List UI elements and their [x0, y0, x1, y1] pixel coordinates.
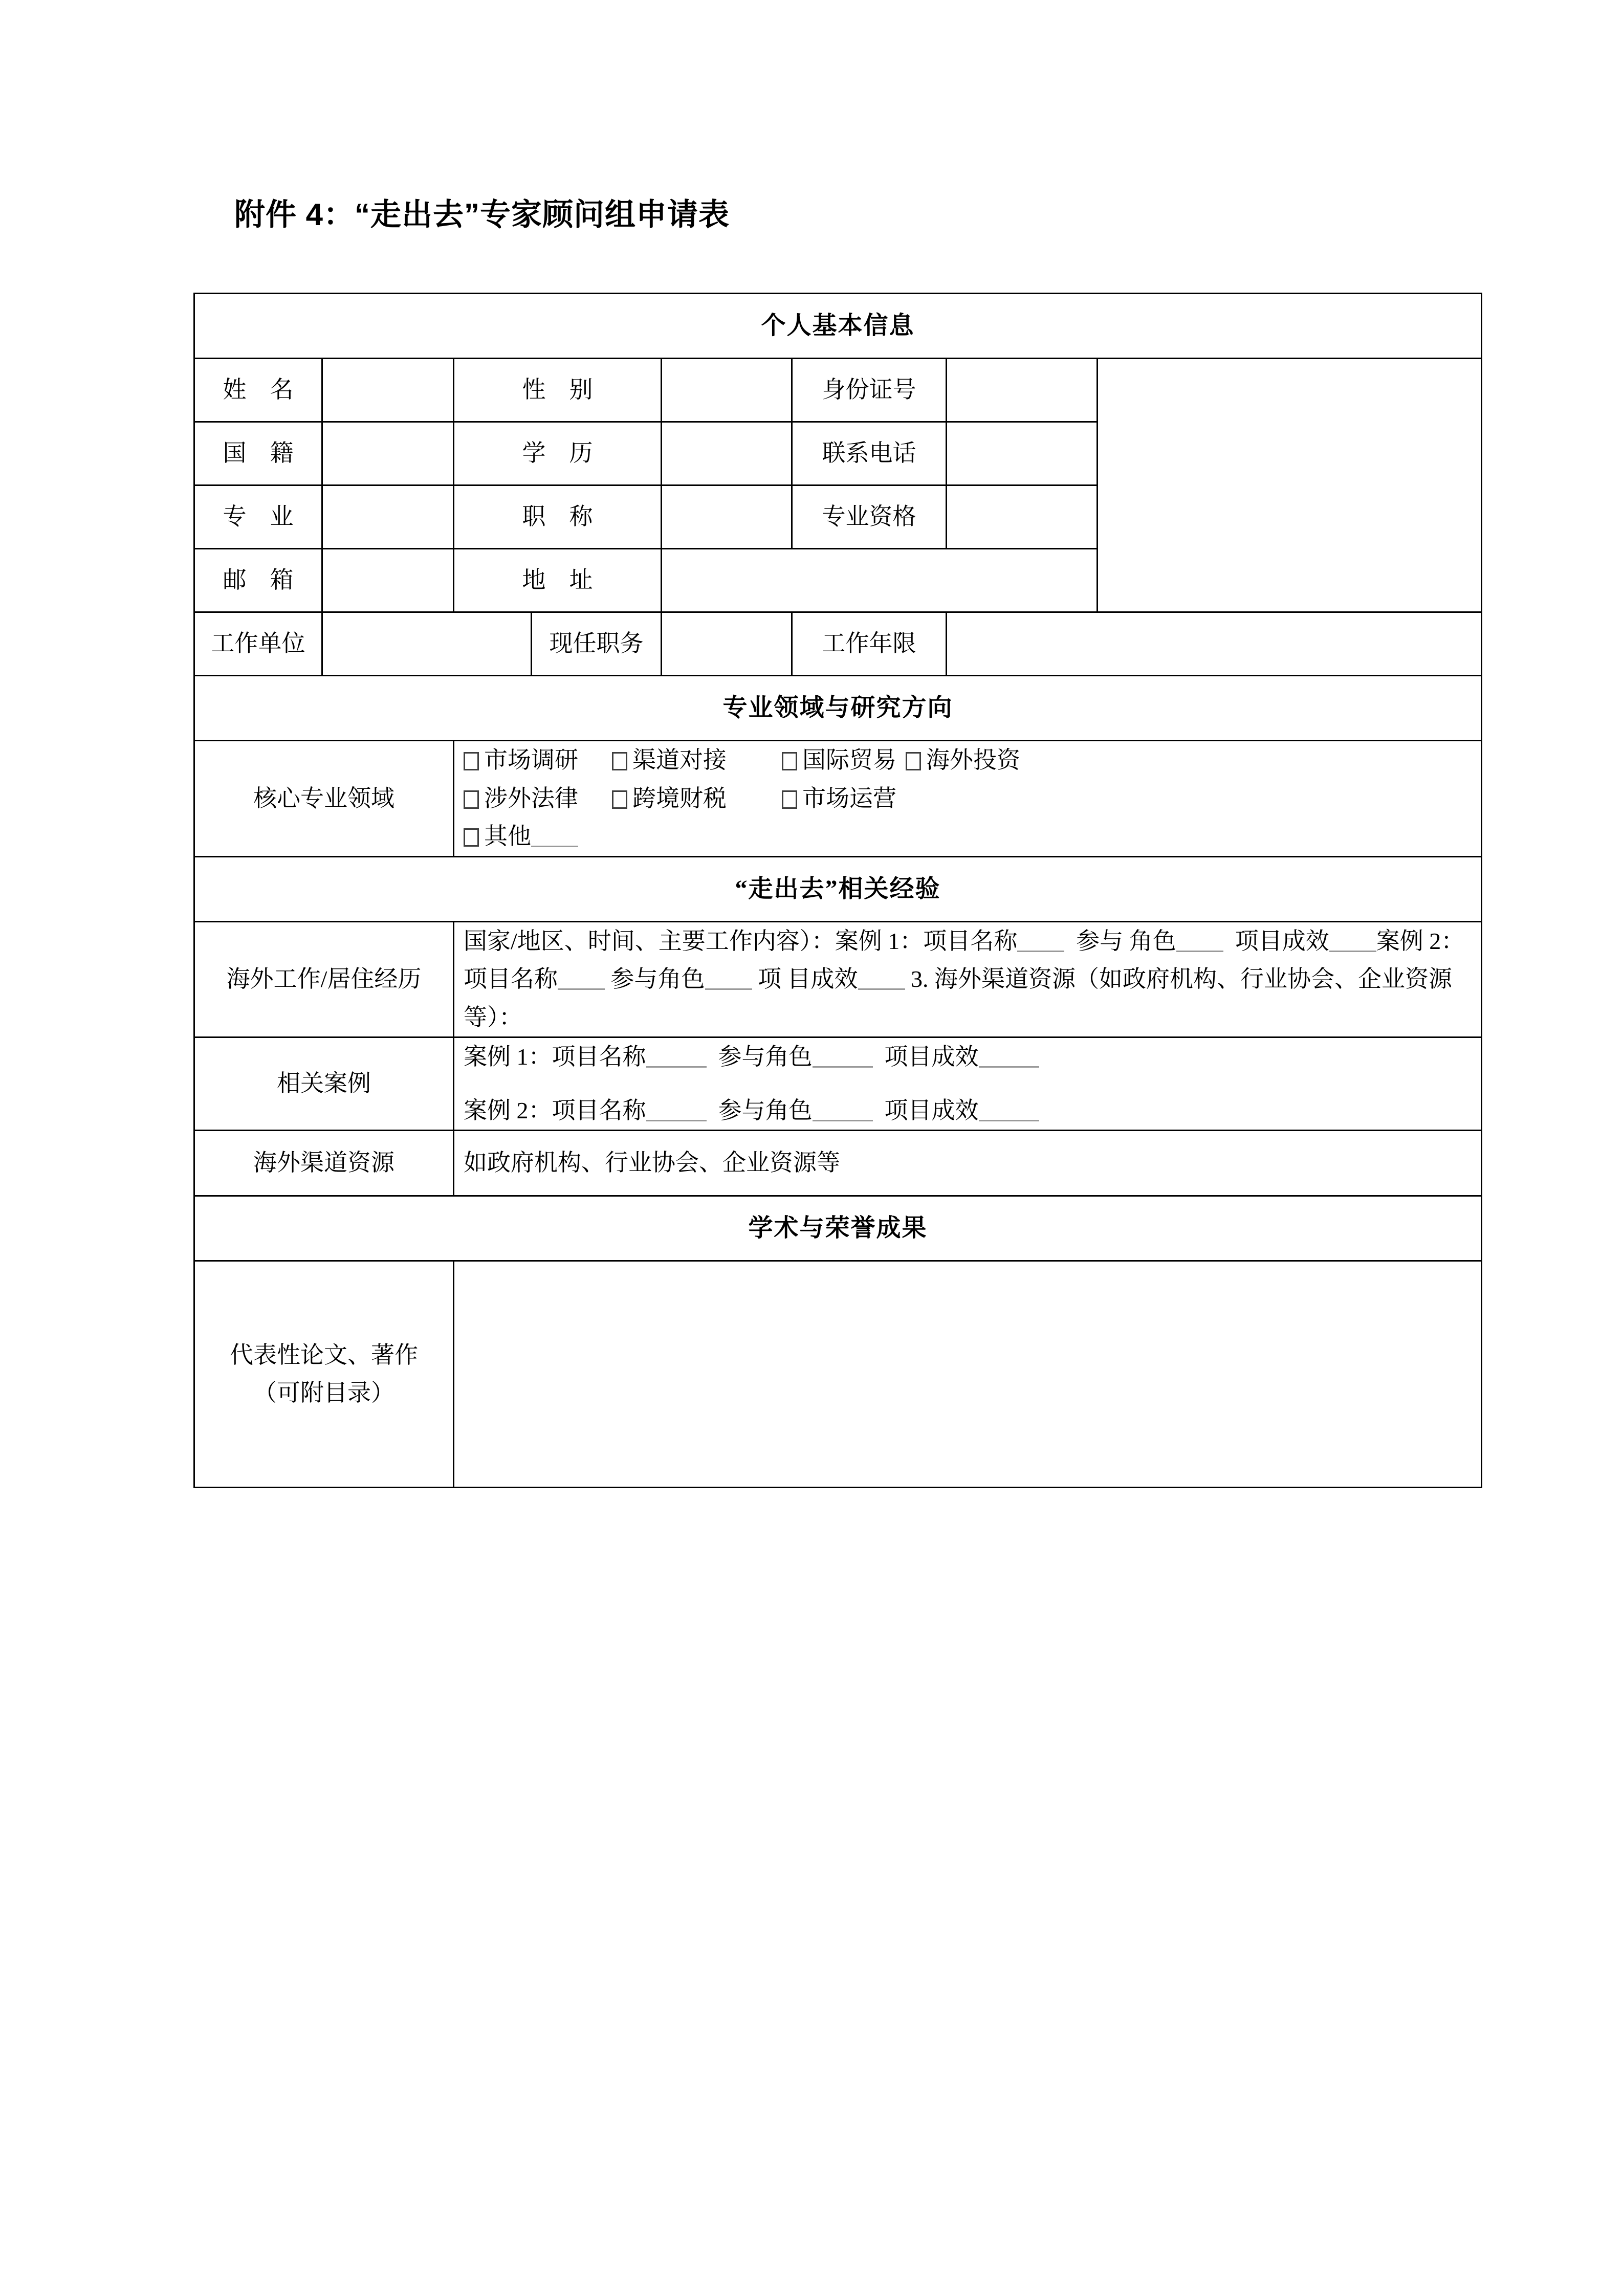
checkbox-icon[interactable]: [464, 790, 479, 809]
photo-placeholder-cell[interactable]: [1098, 359, 1482, 612]
label-employer: 工作单位: [194, 612, 322, 676]
checkbox-item-cross-border-tax[interactable]: [612, 780, 727, 818]
blank-line[interactable]: [858, 970, 905, 990]
case2-prefix: 案例 2：项目名称: [464, 1097, 646, 1123]
label-overseas-experience: 海外工作/居住经历: [194, 921, 454, 1037]
label-publications: [194, 1261, 454, 1488]
label-qualification: 专业资格: [792, 485, 947, 549]
blank-line[interactable]: [646, 1048, 707, 1068]
case1-prefix: 案例 1：项目名称: [464, 1044, 646, 1070]
checkbox-icon[interactable]: [612, 790, 627, 809]
field-phone[interactable]: [947, 422, 1098, 485]
overseas-exp-text-4: 项目成效: [1235, 928, 1329, 954]
case-line-spacer: [464, 1076, 1472, 1092]
checkbox-label: 市场运营: [802, 785, 896, 811]
checkbox-icon[interactable]: [464, 828, 479, 847]
checkbox-item-market-operation[interactable]: [782, 780, 896, 818]
page-title: 附件 4：“走出去”专家顾问组申请表: [234, 197, 730, 232]
field-work-years[interactable]: [947, 612, 1482, 676]
field-current-position[interactable]: [662, 612, 792, 676]
field-email[interactable]: [322, 549, 454, 612]
checkbox-icon[interactable]: [782, 752, 797, 770]
checkbox-row-3: [464, 818, 1472, 856]
label-name: 姓 名: [194, 359, 322, 422]
field-address[interactable]: [662, 549, 1098, 612]
field-gender[interactable]: [662, 359, 792, 422]
label-title-rank: 职 称: [454, 485, 662, 549]
checkbox-icon[interactable]: [612, 752, 627, 770]
overseas-exp-text-6: 参与角色: [610, 966, 705, 992]
overseas-exp-text-5: 案例 2：项目名称: [464, 928, 1465, 992]
table-row-core-field: [194, 741, 1482, 857]
blank-line[interactable]: [979, 1048, 1039, 1068]
checkbox-item-other[interactable]: [464, 818, 578, 856]
blank-line[interactable]: [1017, 932, 1064, 952]
field-publications[interactable]: [454, 1261, 1482, 1488]
field-related-cases[interactable]: [454, 1037, 1482, 1131]
blank-line[interactable]: [813, 1101, 873, 1121]
blank-line[interactable]: [705, 970, 752, 990]
overseas-exp-text-10: 等）：: [464, 1004, 522, 1030]
checkbox-icon[interactable]: [782, 790, 797, 809]
checkbox-label: 跨境财税: [632, 785, 727, 811]
case1-suffix: 项目成效: [884, 1044, 979, 1070]
case2-mid: 参与角色: [718, 1097, 813, 1123]
label-current-position: 现任职务: [532, 612, 662, 676]
overseas-exp-text-8: 目成效: [787, 966, 858, 992]
checkbox-label: 市场调研: [484, 747, 578, 773]
field-overseas-experience[interactable]: [454, 921, 1482, 1037]
checkbox-item-market-research[interactable]: [464, 741, 578, 780]
other-field-blank-line[interactable]: [531, 827, 578, 847]
table-row-related-cases: [194, 1037, 1482, 1131]
checkbox-row-1: [464, 741, 1472, 780]
checkbox-icon[interactable]: [906, 752, 921, 770]
application-form-table: [193, 293, 1482, 1488]
label-publications-line2: （可附目录）: [253, 1380, 394, 1406]
label-related-cases: 相关案例: [194, 1037, 454, 1131]
field-overseas-channels[interactable]: 如政府机构、行业协会、企业资源等: [454, 1131, 1482, 1196]
blank-line[interactable]: [558, 970, 605, 990]
case-line-2: [464, 1092, 1472, 1130]
blank-line[interactable]: [979, 1101, 1039, 1121]
blank-line[interactable]: [1329, 932, 1376, 952]
field-id-number[interactable]: [947, 359, 1098, 422]
checkbox-label: 其他: [484, 823, 531, 850]
section-header-row-experience: [194, 856, 1482, 921]
label-email: 邮 箱: [194, 549, 322, 612]
checkbox-icon[interactable]: [464, 752, 479, 770]
label-major: 专 业: [194, 485, 322, 549]
case2-suffix: 项目成效: [884, 1097, 979, 1123]
checkbox-item-foreign-law[interactable]: [464, 780, 578, 818]
blank-line[interactable]: [1176, 932, 1223, 952]
section-title-experience: “走出去”相关经验: [194, 856, 1482, 921]
section-title-expertise: 专业领域与研究方向: [194, 676, 1482, 741]
table-row-publications: [194, 1261, 1482, 1488]
label-publications-line1: 代表性论文、著作: [230, 1341, 418, 1368]
checkbox-item-channel-connection[interactable]: [612, 741, 727, 780]
checkbox-item-international-trade[interactable]: [782, 741, 896, 780]
overseas-exp-text-1: 国家/地区、时间、主要工作内容）：案例 1：项目名称: [464, 928, 1018, 954]
checkbox-row-2: [464, 780, 1472, 818]
label-phone: 联系电话: [792, 422, 947, 485]
field-title-rank[interactable]: [662, 485, 792, 549]
checkbox-label: 渠道对接: [632, 747, 727, 773]
table-row-name: [194, 359, 1482, 422]
section-title-basic-info: 个人基本信息: [194, 294, 1482, 359]
case1-mid: 参与角色: [718, 1044, 813, 1070]
field-employer[interactable]: [322, 612, 532, 676]
overseas-exp-text-2: 参与: [1076, 928, 1124, 954]
section-header-row-expertise: [194, 676, 1482, 741]
section-header-row-academic: [194, 1196, 1482, 1261]
field-major[interactable]: [322, 485, 454, 549]
core-field-checkbox-group: [454, 741, 1482, 857]
checkbox-label: 海外投资: [926, 747, 1020, 773]
label-address: 地 址: [454, 549, 662, 612]
checkbox-label: 涉外法律: [484, 785, 578, 811]
blank-line[interactable]: [813, 1048, 873, 1068]
field-name[interactable]: [322, 359, 454, 422]
field-nationality[interactable]: [322, 422, 454, 485]
table-row-employer: [194, 612, 1482, 676]
table-row-overseas-experience: [194, 921, 1482, 1037]
label-education: 学 历: [454, 422, 662, 485]
checkbox-label: 国际贸易: [802, 747, 896, 773]
overseas-exp-text-3: 角色: [1129, 928, 1176, 954]
case-line-1: [464, 1038, 1472, 1076]
label-gender: 性 别: [454, 359, 662, 422]
field-education[interactable]: [662, 422, 792, 485]
label-nationality: 国 籍: [194, 422, 322, 485]
label-overseas-channels: 海外渠道资源: [194, 1131, 454, 1196]
blank-line[interactable]: [646, 1101, 707, 1121]
label-core-field: 核心专业领域: [194, 741, 454, 857]
label-work-years: 工作年限: [792, 612, 947, 676]
overseas-exp-text-9: 3. 海外渠道资源（如政府机构、行业协会、企业资源: [911, 966, 1452, 992]
table-row-overseas-channels: [194, 1131, 1482, 1196]
label-id-number: 身份证号: [792, 359, 947, 422]
section-title-academic: 学术与荣誉成果: [194, 1196, 1482, 1261]
overseas-exp-text-7: 项: [758, 966, 781, 992]
checkbox-item-overseas-investment[interactable]: [906, 741, 1020, 780]
field-qualification[interactable]: [947, 485, 1098, 549]
section-header-row-basic-info: [194, 294, 1482, 359]
